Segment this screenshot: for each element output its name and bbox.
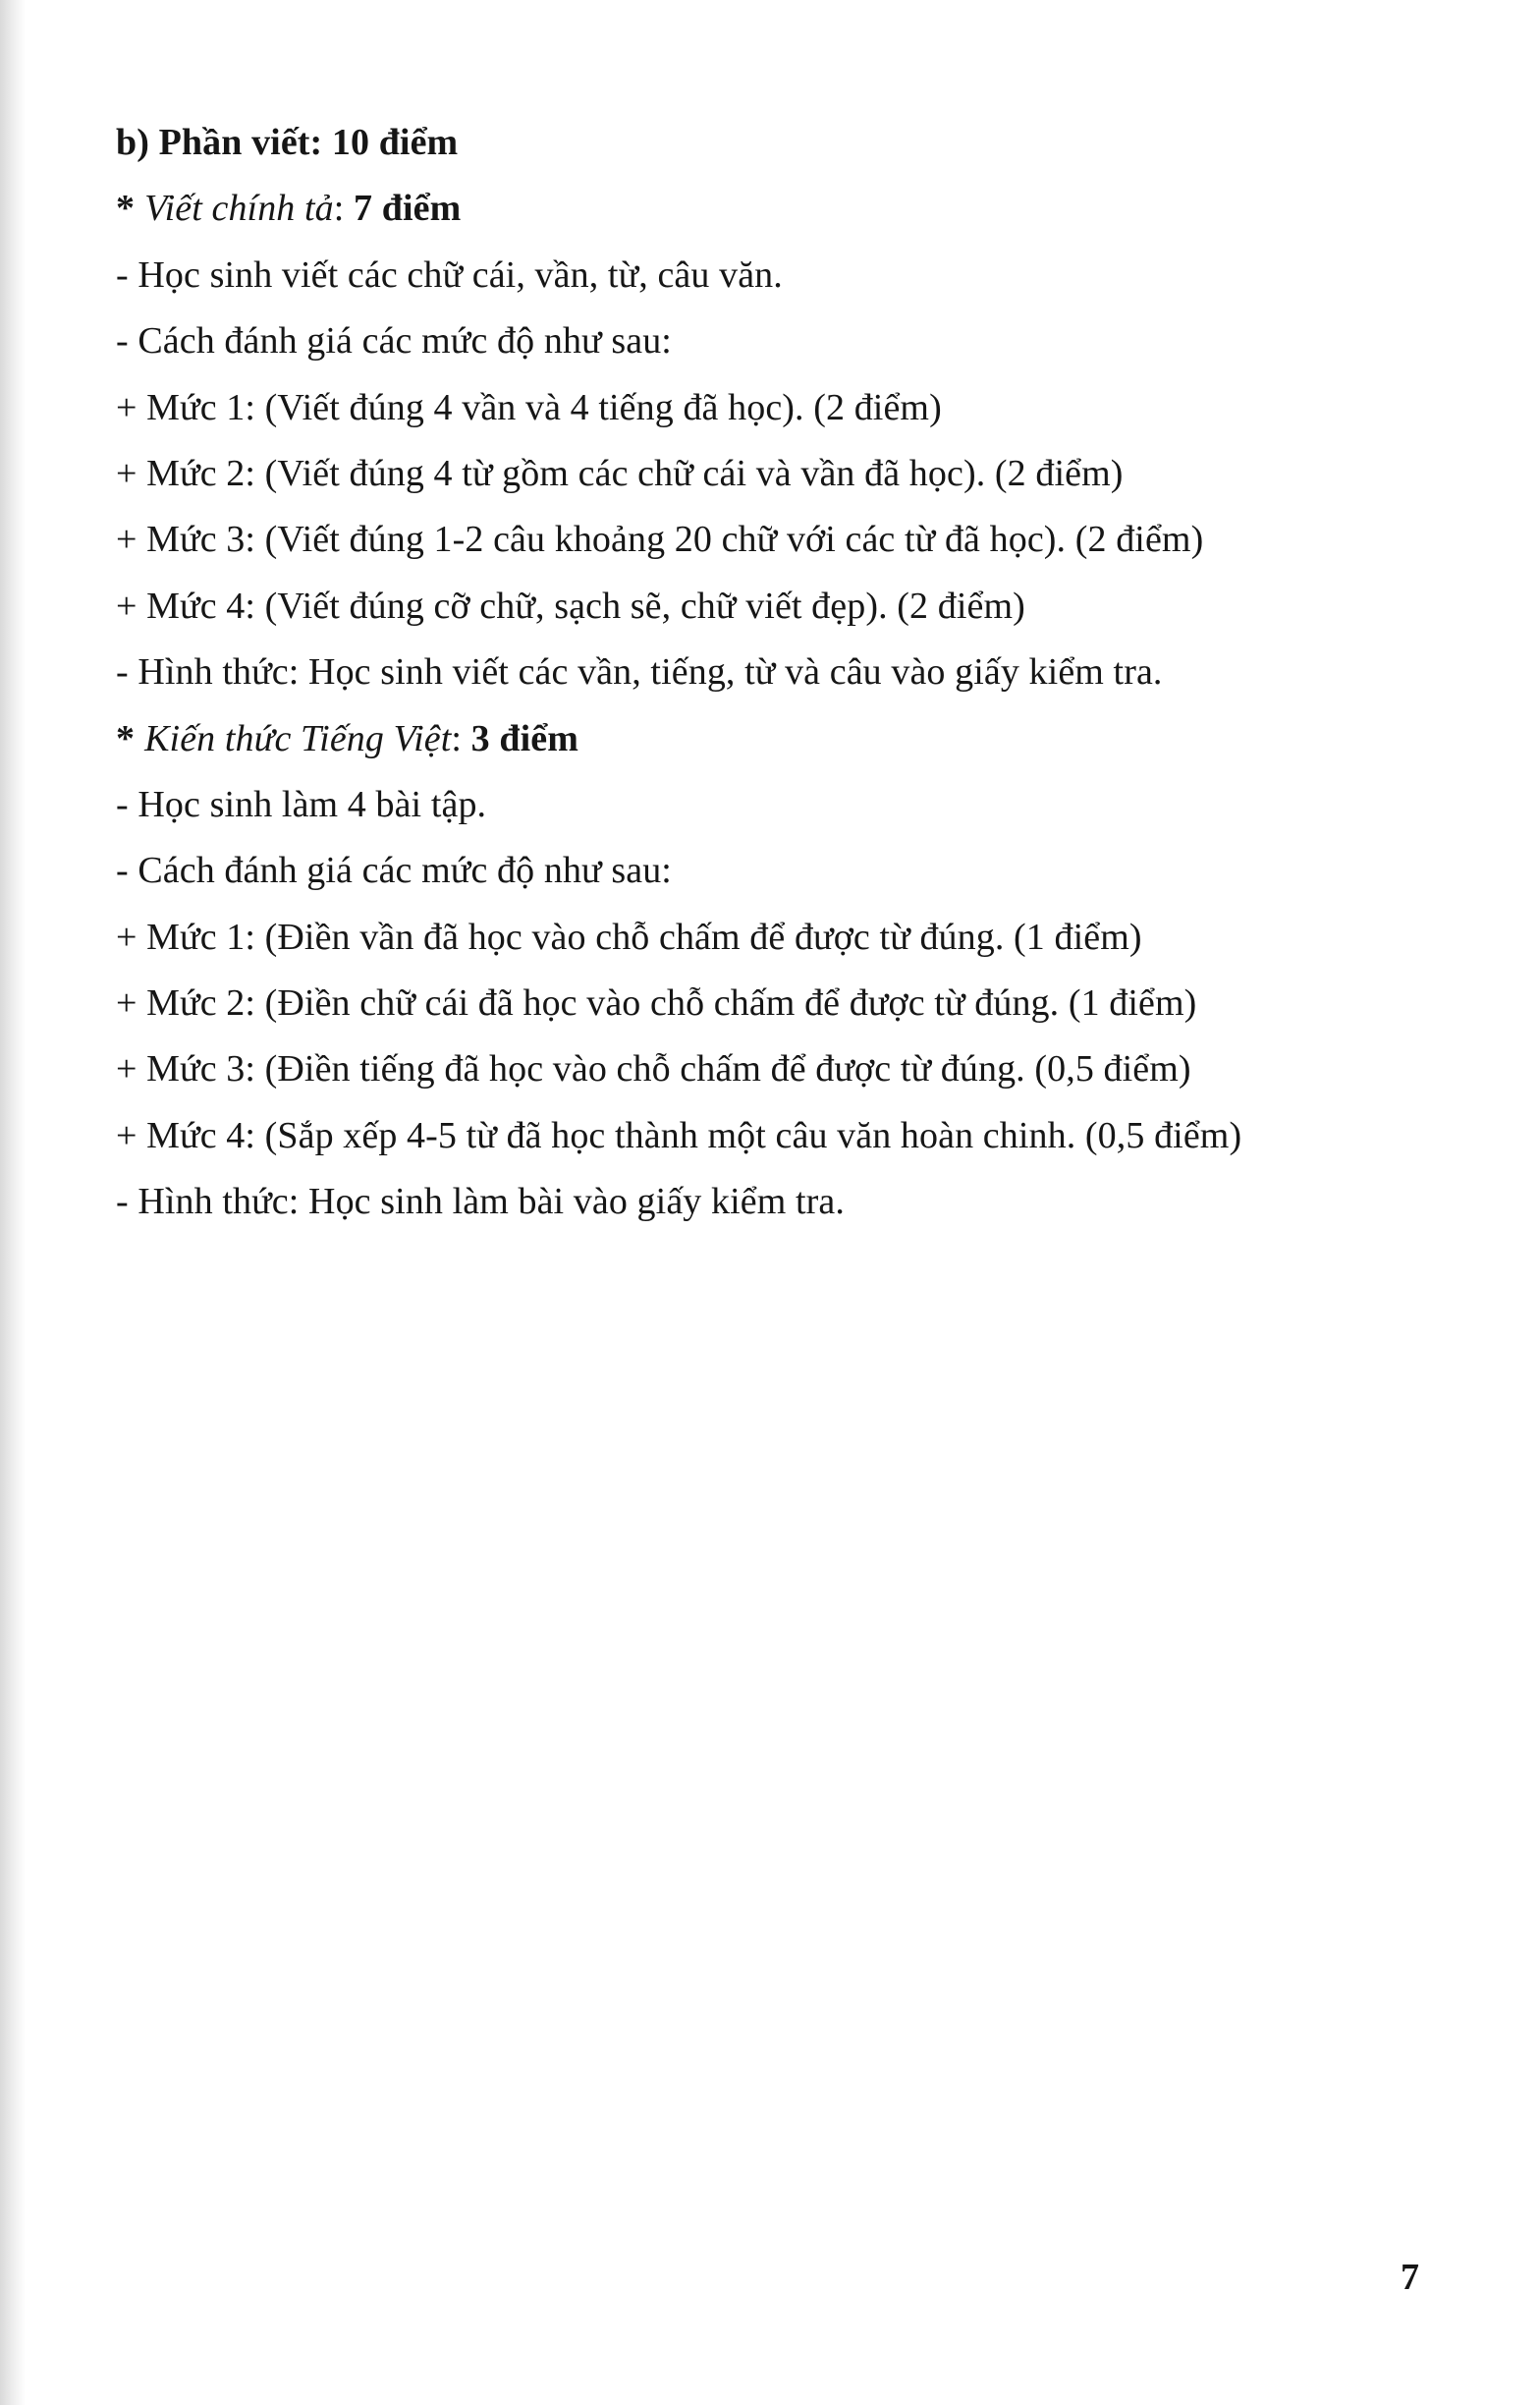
section-heading: b) Phần viết: 10 điểm [116, 122, 459, 163]
knowledge-line: + Mức 4: (Sắp xếp 4-5 từ đã học thành một câu văn hoàn chinh. (0,5 điểm) [116, 1114, 1242, 1156]
subsection-title: Kiến thức Tiếng Việt [144, 717, 452, 759]
writing-line: - Hình thức: Học sinh viết các vần, tiếng, từ và câu vào giấy kiểm tra. [116, 651, 1163, 694]
writing-line: + Mức 2: (Viết đúng 4 từ gồm các chữ cái và vần đã học). (2 điểm) [116, 452, 1124, 494]
writing-line: - Học sinh viết các chữ cái, vần, từ, câu văn. [116, 253, 783, 296]
writing-line: - Cách đánh giá các mức độ như sau: [116, 320, 672, 363]
knowledge-line: + Mức 2: (Điền chữ cái đã học vào chỗ chấm để được từ đúng. (1 điểm) [116, 982, 1197, 1025]
knowledge-line: - Hình thức: Học sinh làm bài vào giấy kiểm tra. [116, 1181, 845, 1223]
subsection-writing-heading [116, 176, 1393, 242]
subsection-points: 3 điểm [470, 717, 578, 759]
bullet-star: * [116, 717, 136, 759]
subsection-knowledge-heading [116, 706, 1393, 772]
subsection-title: Viết chính tả [144, 188, 334, 230]
page-binding-shadow [0, 0, 26, 2405]
knowledge-line: + Mức 3: (Điền tiếng đã học vào chỗ chấm để được từ đúng. (0,5 điểm) [116, 1048, 1191, 1091]
bullet-star: * [116, 188, 136, 230]
writing-line: + Mức 1: (Viết đúng 4 vần và 4 tiếng đã học). (2 điểm) [116, 386, 942, 428]
writing-line: + Mức 4: (Viết đúng cỡ chữ, sạch sẽ, chữ viết đẹp). (2 điểm) [116, 585, 1025, 627]
knowledge-line: - Cách đánh giá các mức độ như sau: [116, 850, 672, 892]
subsection-separator: : [333, 188, 355, 230]
writing-line: + Mức 3: (Viết đúng 1-2 câu khoảng 20 chữ với các từ đã học). (2 điểm) [116, 519, 1204, 561]
subsection-points: 7 điểm [354, 188, 462, 230]
subsection-separator: : [451, 717, 471, 759]
document-body [116, 110, 1393, 1236]
knowledge-line: + Mức 1: (Điền vần đã học vào chỗ chấm để được từ đúng. (1 điểm) [116, 916, 1142, 958]
page-number: 7 [1401, 2257, 1419, 2298]
knowledge-line: - Học sinh làm 4 bài tập. [116, 783, 487, 825]
